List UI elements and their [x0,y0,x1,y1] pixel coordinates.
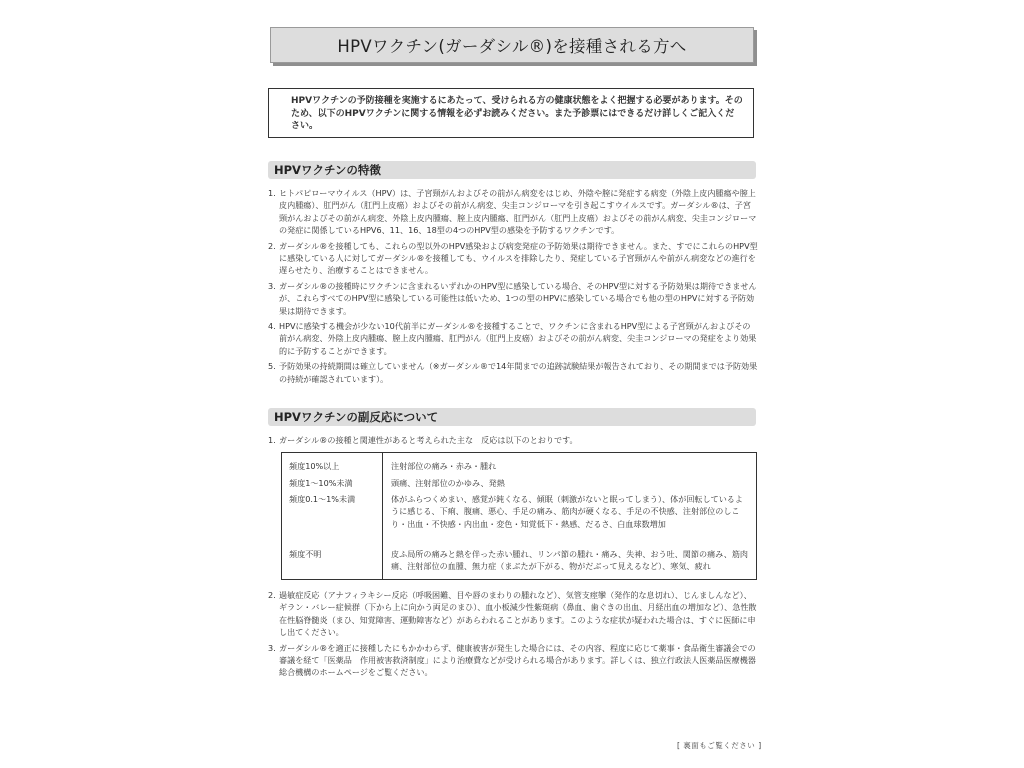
section-heading-features [268,161,756,179]
intro-box [268,88,754,138]
item-text: 過敏症反応（アナフィラキシー反応（呼吸困難、目や唇のまわりの腫れなど）、気管支痙攣（発作的な息切れ）、じんましんなど）、ギラン・バレー症候群（下から上に向かう両足のまひ）、血小板減少性紫斑病（鼻血、歯ぐきの出血、月経出血の増加など）、急性散在性脳脊髄炎（まひ、知覚障害、運動障害など）があらわれることがあります。このような症状が疑われた場合は、すぐに医師に申し出てください。 [279,590,757,638]
section-heading-text: HPVワクチンの特徴 [274,163,381,177]
frequency-label: 頻度0.1～1%未満 [289,494,356,504]
list-item [268,434,758,446]
item-text: 予防効果の持続期間は確立していません（※ガーダシル®で14年間までの追跡試験結果が報告されており、その期間までは予防効果の持続が確認されています）。 [279,361,758,384]
symptom-text: 体がふらつくめまい、感覚が鈍くなる、傾眠（刺激がないと眠ってしまう）、体が回転しているように感じる、下痢、腹痛、悪心、手足の痛み、筋肉が硬くなる、手足の不快感、注射部位のしこり・出血・不快感・内出血・変色・知覚低下・熱感、だるさ、白血球数増加 [391,494,743,529]
section-heading-text: HPVワクチンの副反応について [274,410,439,424]
item-number: 2. [268,590,276,600]
intro-text: HPVワクチンの予防接種を実施するにあたって、受けられる方の健康状態をよく把握する必要があります。そのため、以下のHPVワクチンに関する情報を必ずお読みください。また予診票にはできるだけ詳しくご記入ください。 [291,96,743,131]
item-number: 5. [268,361,276,372]
side-effects-intro [268,434,758,449]
title-banner [270,27,754,63]
symptom-text: 頭痛、注射部位のかゆみ、発熱 [391,478,505,488]
item-text: ガーダシル®を接種しても、これらの型以外のHPV感染および病変発症の予防効果は期待できません。また、すでにこれらのHPV型に感染している人に対してガーダシル®を接種しても、ウイルスを排除したり、発症している子宮頸がんや前がん病変などの進行を遅らせたり、治療することはできません。 [279,240,758,276]
item-number: 1. [268,188,276,198]
side-effects-list [268,589,758,682]
item-text: ヒトパピローマウイルス（HPV）は、子宮頸がんおよびその前がん病変をはじめ、外陰や膣に発症する病変（外陰上皮内腫瘍や膣上皮内腫瘍）、肛門がん（肛門上皮癌）およびその前がん病変、尖圭コンジローマを引き起こすウイルスです。ガーダシル®は、子宮頸がんおよびその前がん病変、外陰上皮内腫瘍、膣上皮内腫瘍、肛門がん（肛門上皮癌）およびその前がん病変、尖圭コンジローマの発症に関係しているHPV6、11、16、18型の4つのHPV型の感染を予防するワクチンです。 [279,188,757,236]
features-list [268,187,758,388]
list-item [268,589,758,639]
symptom-text: 注射部位の痛み・赤み・腫れ [391,461,497,471]
table-divider [382,453,383,579]
side-effects-table [281,452,757,580]
list-item [268,240,758,277]
section-heading-side-effects [268,408,756,426]
see-reverse-note: [ 裏面もご覧ください ] [677,741,762,750]
page-title: HPVワクチン(ガーダシル®)を接種される方へ [337,37,687,56]
list-item [268,320,758,357]
item-text: HPVに感染する機会が少ない10代前半にガーダシル®を接種することで、ワクチンに含まれるHPV型による子宮頸がんおよびその前がん病変、外陰上皮内腫瘍、膣上皮内腫瘍、肛門がん（肛門上皮癌）およびその前がん病変、尖圭コンジローマの発症をより効果的に予防することができます。 [279,321,757,356]
item-number: 3. [268,642,276,653]
list-item [268,360,758,385]
item-text: ガーダシル®の接種時にワクチンに含まれるいずれかのHPV型に感染している場合、そのHPV型に対する予防効果は期待できませんが、これらすべてのHPV型に感染している可能性は低いため、1つの型のHPVに感染している場合でも他の型のHPVに対する予防効果は期待できます。 [279,280,757,316]
list-item [268,187,758,237]
item-text: ガーダシル®を適正に接種したにもかかわらず、健康被害が発生した場合には、その内容、程度に応じて薬事・食品衛生審議会での審議を経て「医薬品 作用被害救済制度」により治療費などが受けられる場合があります。詳しくは、独立行政法人医薬品医療機器総合機構のホームページをご覧ください。 [279,642,756,678]
list-item [268,642,758,679]
list-item [268,280,758,317]
item-number: 2. [268,240,276,251]
symptom-text: 皮ふ局所の痛みと熱を伴った赤い腫れ、リンパ節の腫れ・痛み、失神、おう吐、関節の痛み、筋肉痛、注射部位の血腫、無力症（まぶたが下がる、物がだぶって見えるなど）、寒気、疲れ [391,549,749,572]
frequency-label: 頻度10%以上 [289,461,340,471]
item-text: ガーダシル®の接種と関連性があると考えられた主な 反応は以下のとおりです。 [279,435,578,445]
frequency-label: 頻度不明 [289,549,322,559]
item-number: 3. [268,280,276,291]
item-number: 1. [268,435,276,445]
item-number: 4. [268,321,276,332]
frequency-label: 頻度1～10%未満 [289,478,353,488]
